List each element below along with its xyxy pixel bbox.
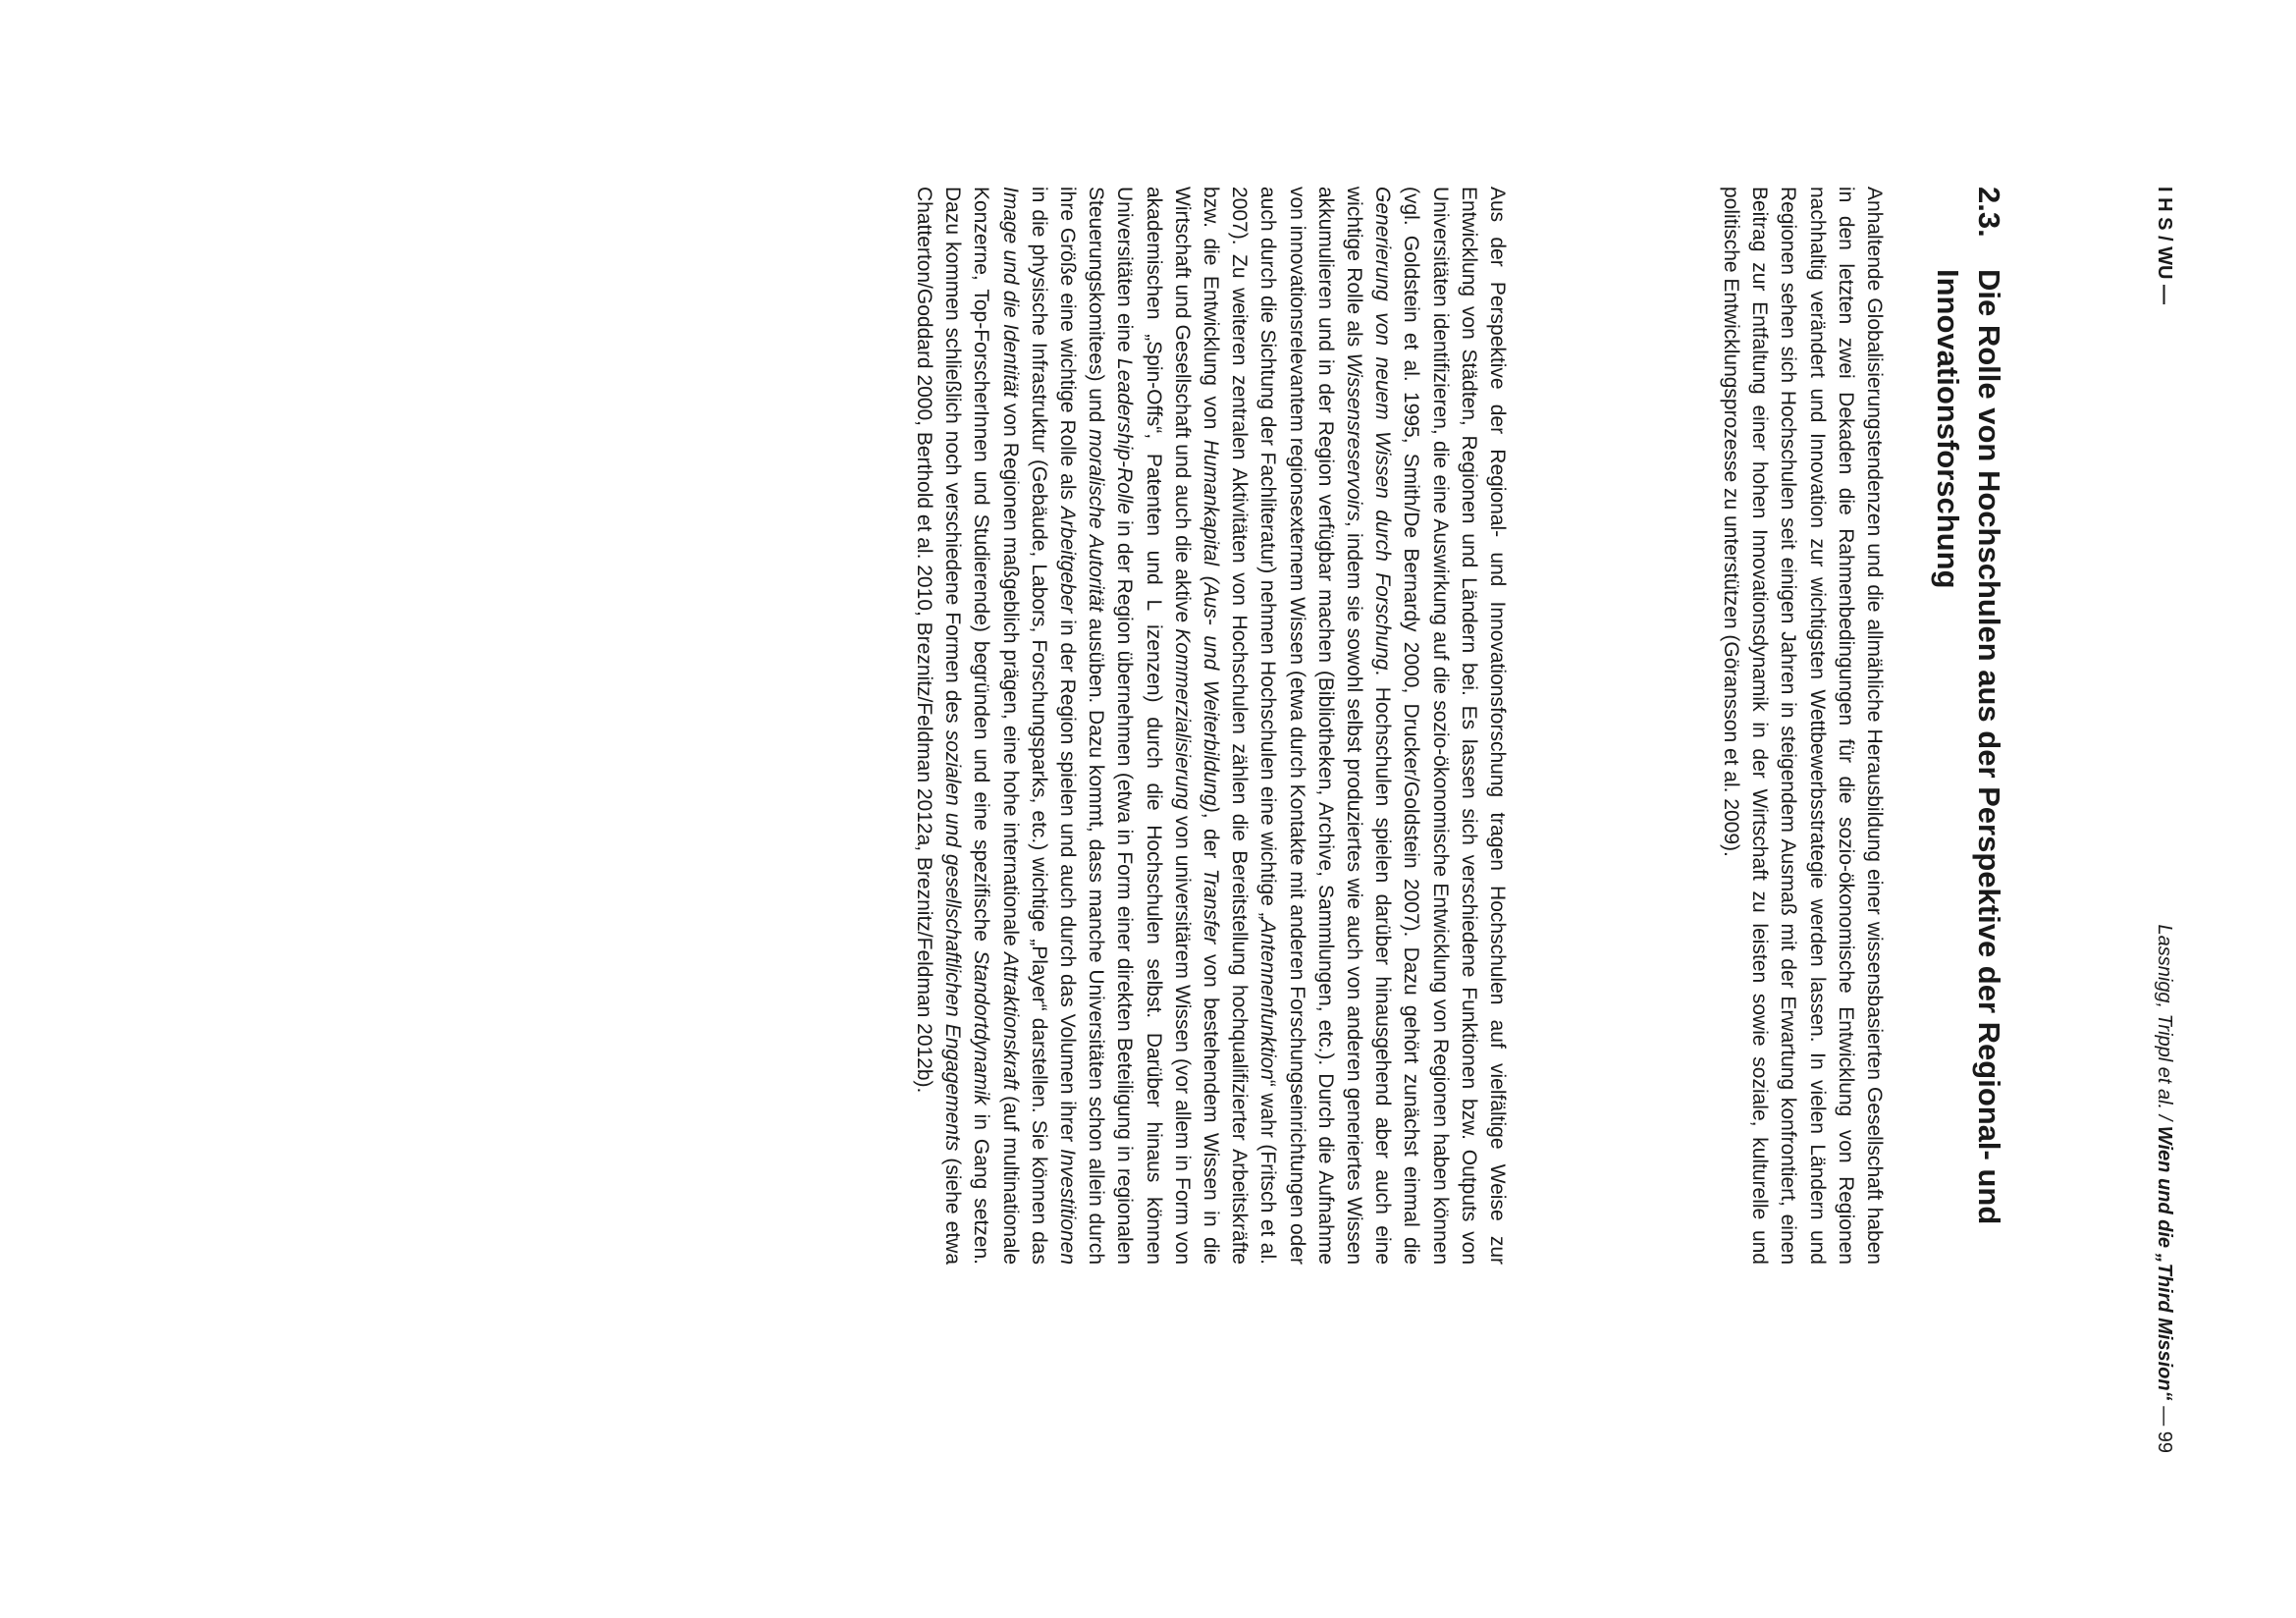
text-run: , der [1199,812,1222,869]
section-title: Die Rolle von Hochschulen aus der Perspektive der Regional- und Innovationsforschung [1931,269,2006,1225]
emphasized-term: Generierung von neuem Wissen durch Forschung [1371,187,1395,671]
emphasized-term: Wissensreservoirs [1342,352,1365,521]
emphasized-term: Standortdynamik [970,949,993,1106]
emphasized-term: Transfer [1199,868,1222,944]
header-citation [2153,925,2176,1454]
body-paragraph-2 [910,187,1512,1265]
page-number: — 99 [2154,1406,2175,1453]
body-paragraph-1 [1717,187,1889,1265]
text-run: in die physische Infrastruktur (Gebäude, Labors, Forschungsparks, etc.) wichtige „Player“ darstellen. Sie können das [1027,187,1050,1265]
text-run: Anhaltende Globalisierungstendenzen und die allmähliche Herausbildung einer wissensbasierten Gesellschaft haben in den letzten zwei Dekaden die Rahmenbedingungen für die sozio-ökonomische Entwicklung von Regionen nachhaltig verändert und Innovation zur wichtigsten Wettbewerbsstrategie werden lassen. In vielen Ländern und Regionen sehen sich Hochschulen seit einigen Jahren in steigendem Ausmaß mit der Erwartung konfrontiert, einen Beitrag zur Entfaltung einer hohen Innovationsdynamik in der Wirtschaft zu leisten sowie soziale, kulturelle und politische Entwicklungsprozesse zu unterstützen (Göransson et al. 2009). [1719,187,1886,1265]
running-header [2153,187,2176,1453]
header-institution: I H S / WU — [2154,187,2175,304]
header-authors: Lassnigg, Trippl et al. / [2154,924,2175,1121]
text-run: in der Region übernehmen (etwa in Form einer direkten Beteiligung in regionalen Steuerungskomitees) und [1085,187,1137,1265]
text-run: von universitärem Wissen (vor allem in Form von akademischen „Spin-Offs“, Patenten und L izenzen) durch die Hochschulen selbst. Darüber hinaus können Universitäten eine [1113,187,1194,1265]
text-run: “ wahr (Fritsch et al. 2007). Zu weiteren zentralen Aktivitäten von Hochschulen zählen die Bereitstellung hochqualifizierter Arbeitskräfte bzw. die Entwicklung von [1199,187,1280,1265]
text-run: von Regionen maßgeblich prägen, eine hohe internationale [998,397,1022,952]
text-run: von bestehendem Wissen in die Wirtschaft und Gesellschaft und auch die aktive [1170,187,1222,1265]
emphasized-term: Kommerzialisierung [1170,628,1194,810]
text-run: Aus der Perspektive der Regional- und Innovationsforschung tragen Hochschulen auf vielfältige Weise zur Entwicklung von Städten, Regionen und Ländern bei. Es lassen sich verschiedene Funktionen bzw. Outputs von Universitäten identifizieren, die eine Auswirkung auf die sozio-ökonomische Entwicklung von Regionen haben können (vgl. Goldstein et al. 1995, Smith/De Bernardy 2000, Drucker/Goldstein 2007). Dazu gehört zunächst einmal die [1400,187,1509,1265]
section-heading [1927,187,2009,1267]
text-run: (siehe etwa Chatterton/Goddard 2000, Berthold et al. 2010, Breznitz/Feldman 2012a, Breznitz/Feldman 2012b). [912,187,965,1266]
emphasized-term: Image und die Identität [998,187,1022,398]
emphasized-term: Investitionen [1055,1149,1079,1266]
text-run: (auf multinationale Konzerne, Top-ForscherInnen und Studierende) begründen und eine spezifische [970,187,1022,1266]
emphasized-term: Humankapital (Aus- und Weiterbildung) [1199,439,1222,813]
emphasized-term: Antennenfunktion [1256,919,1280,1080]
text-run: . Hochschulen spielen darüber hinausgehend aber auch eine wichtige Rolle als [1342,187,1395,1266]
text-run: in Gang setzen. Dazu kommen schließlich noch verschiedene Formen des [941,187,993,1265]
text-run: , indem sie sowohl selbst produziertes wie auch von anderen generiertes Wissen akkumulieren und in der Region verfügbar machen (Bibliotheken, Archive, Sammlungen, etc.). Durch die Aufnahme von innovationsrelevantem regionsexternem Wissen (etwa durch Kontakte mit anderen Forschungseinrichtungen oder auch durch die Sichtung der Fachliteratur) nehmen Hochschulen eine wichtige „ [1256,187,1365,1265]
text-run: ausüben. Dazu kommt, dass manche Universitäten schon allein durch ihre Größe eine wichtige Rolle als [1055,187,1108,1266]
emphasized-term: Arbeitgeber [1055,506,1079,614]
text-run: in der Region spielen und auch durch das Volumen ihrer [1055,613,1079,1150]
emphasized-term: moralische Autorität [1085,429,1108,612]
header-title: Wien und die „Third Mission“ [2154,1125,2175,1401]
section-number: 2.3. [1972,187,2006,238]
emphasized-term: Attraktionskraft [998,951,1022,1090]
emphasized-term: Leadership-Rolle [1113,358,1137,514]
emphasized-term: sozialen und gesellschaftlichen Engagements [941,729,965,1152]
